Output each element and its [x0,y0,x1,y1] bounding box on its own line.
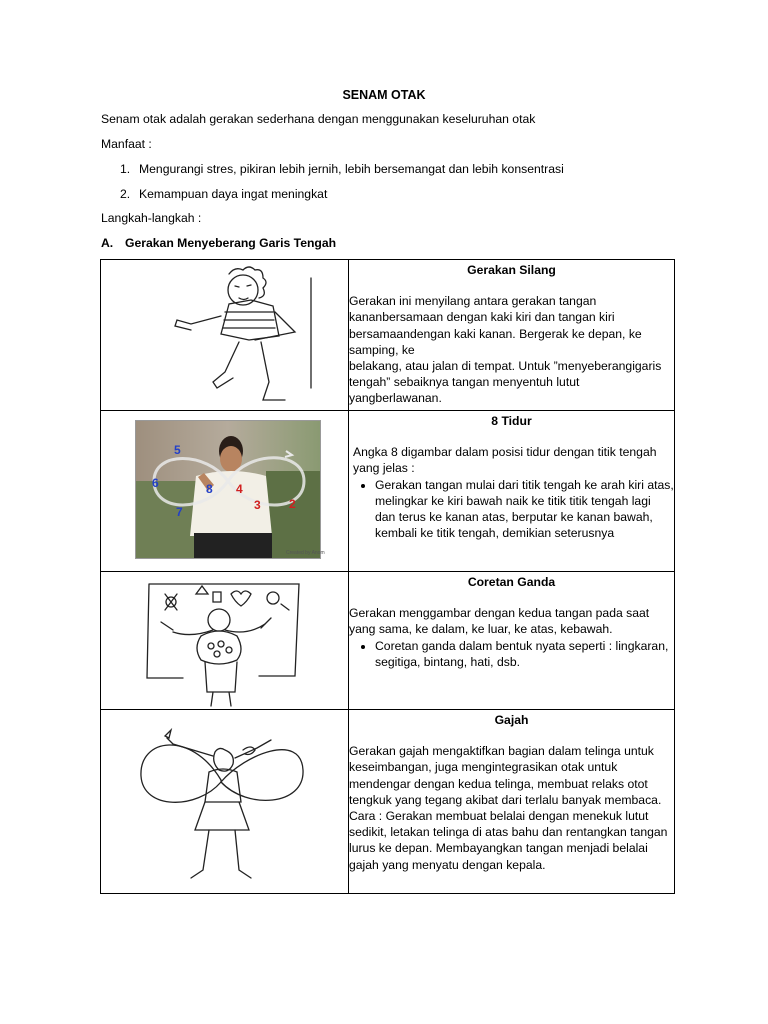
photo-number: 8 [206,482,213,496]
table-row [101,572,675,710]
step-paragraph: Cara : Gerakan membuat belalai dengan menekuk lutut sedikit, letakan telinga di atas bahu dan rentangkan tangan lurus ke depan. Membayangkan tangan menjadi belalai gajah yang menyatu dengan kepala. [349,809,668,872]
illustration-cell [101,411,349,572]
step-description [349,710,675,894]
section-letter: A. [101,236,114,250]
step-heading: Gajah [494,713,529,727]
section-a-heading [101,236,336,250]
table-row [101,260,675,411]
photo-number: 5 [174,443,181,457]
table-row [101,411,675,572]
langkah-label: Langkah-langkah : [101,211,202,225]
photo-number: 3 [254,498,261,512]
double-doodle-illustration [101,572,348,708]
step-description [349,260,675,411]
step-paragraph: Gerakan gajah mengaktifkan bagian dalam telinga untuk keseimbangan, juga mengintegrasikan otak untuk mendengar dengan kedua telinga, membuat relaks otot tengkuk yang tegang akibat dari terlalu banyak membaca. [349,744,662,807]
page-title: SENAM OTAK [342,88,426,102]
step-description [349,572,675,710]
step-paragraph: Gerakan menggambar dengan kedua tangan pada saat yang sama, ke dalam, ke luar, ke atas, kebawah. [349,606,650,637]
step-heading: 8 Tidur [491,414,532,428]
illustration-cell [101,710,349,894]
photo-number: 2 [289,497,296,511]
step-heading: Gerakan Silang [467,263,556,277]
section-title: Gerakan Menyeberang Garis Tengah [125,236,337,250]
photo-number: 6 [152,476,159,490]
step-paragraph: Angka 8 digambar dalam posisi tidur dengan titik tengah yang jelas : [353,445,657,476]
intro-text: Senam otak adalah gerakan sederhana dengan menggunakan keseluruhan otak [101,112,536,126]
illustration-cell [101,572,349,710]
item-text: Kemampuan daya ingat meningkat [139,187,328,201]
item-number: 1. [120,162,131,176]
illustration-cell [101,260,349,411]
step-heading: Coretan Ganda [467,575,556,589]
bullet-item: • Gerakan tangan mulai dari titik tengah ke arah kiri atas, melingkar ke kiri bawah naik ke titik titik tengah lagi dan terus ke kanan atas, berputar ke kanan bawah, kembali ke titik tengah, demikian seterusnya [375,477,674,542]
step-description [349,411,675,572]
steps-table [100,259,675,894]
item-text: Mengurangi stres, pikiran lebih jernih, lebih bersemangat dan lebih konsentrasi [139,162,564,176]
manfaat-item [120,162,564,176]
photo-credit: Created by Anom [286,550,325,556]
item-number: 2. [120,187,131,201]
manfaat-item [120,187,327,201]
photo-number: 4 [236,482,243,496]
step-paragraph: belakang, atau jalan di tempat. Untuk ”menyeberangigaris tengah” sebaiknya tangan menyentuh lutut yangberlawanan. [349,359,662,406]
manfaat-label: Manfaat : [101,137,152,151]
step-paragraph: Gerakan ini menyilang antara gerakan tangan kananbersamaan dengan kaki kiri dan tangan kiri bersamaandengan kaki kanan. Bergerak ke depan, ke samping, ke [349,294,642,357]
elephant-illustration [101,710,348,892]
table-row [101,710,675,894]
bullet-list [349,477,674,542]
photo-number: 7 [176,505,183,519]
bullet-item: • Coretan ganda dalam bentuk nyata seperti : lingkaran, segitiga, bintang, hati, dsb. [375,638,674,670]
bullet-list [349,638,674,670]
lazy-eight-photo [135,420,325,559]
cross-crawl-illustration [101,260,348,409]
